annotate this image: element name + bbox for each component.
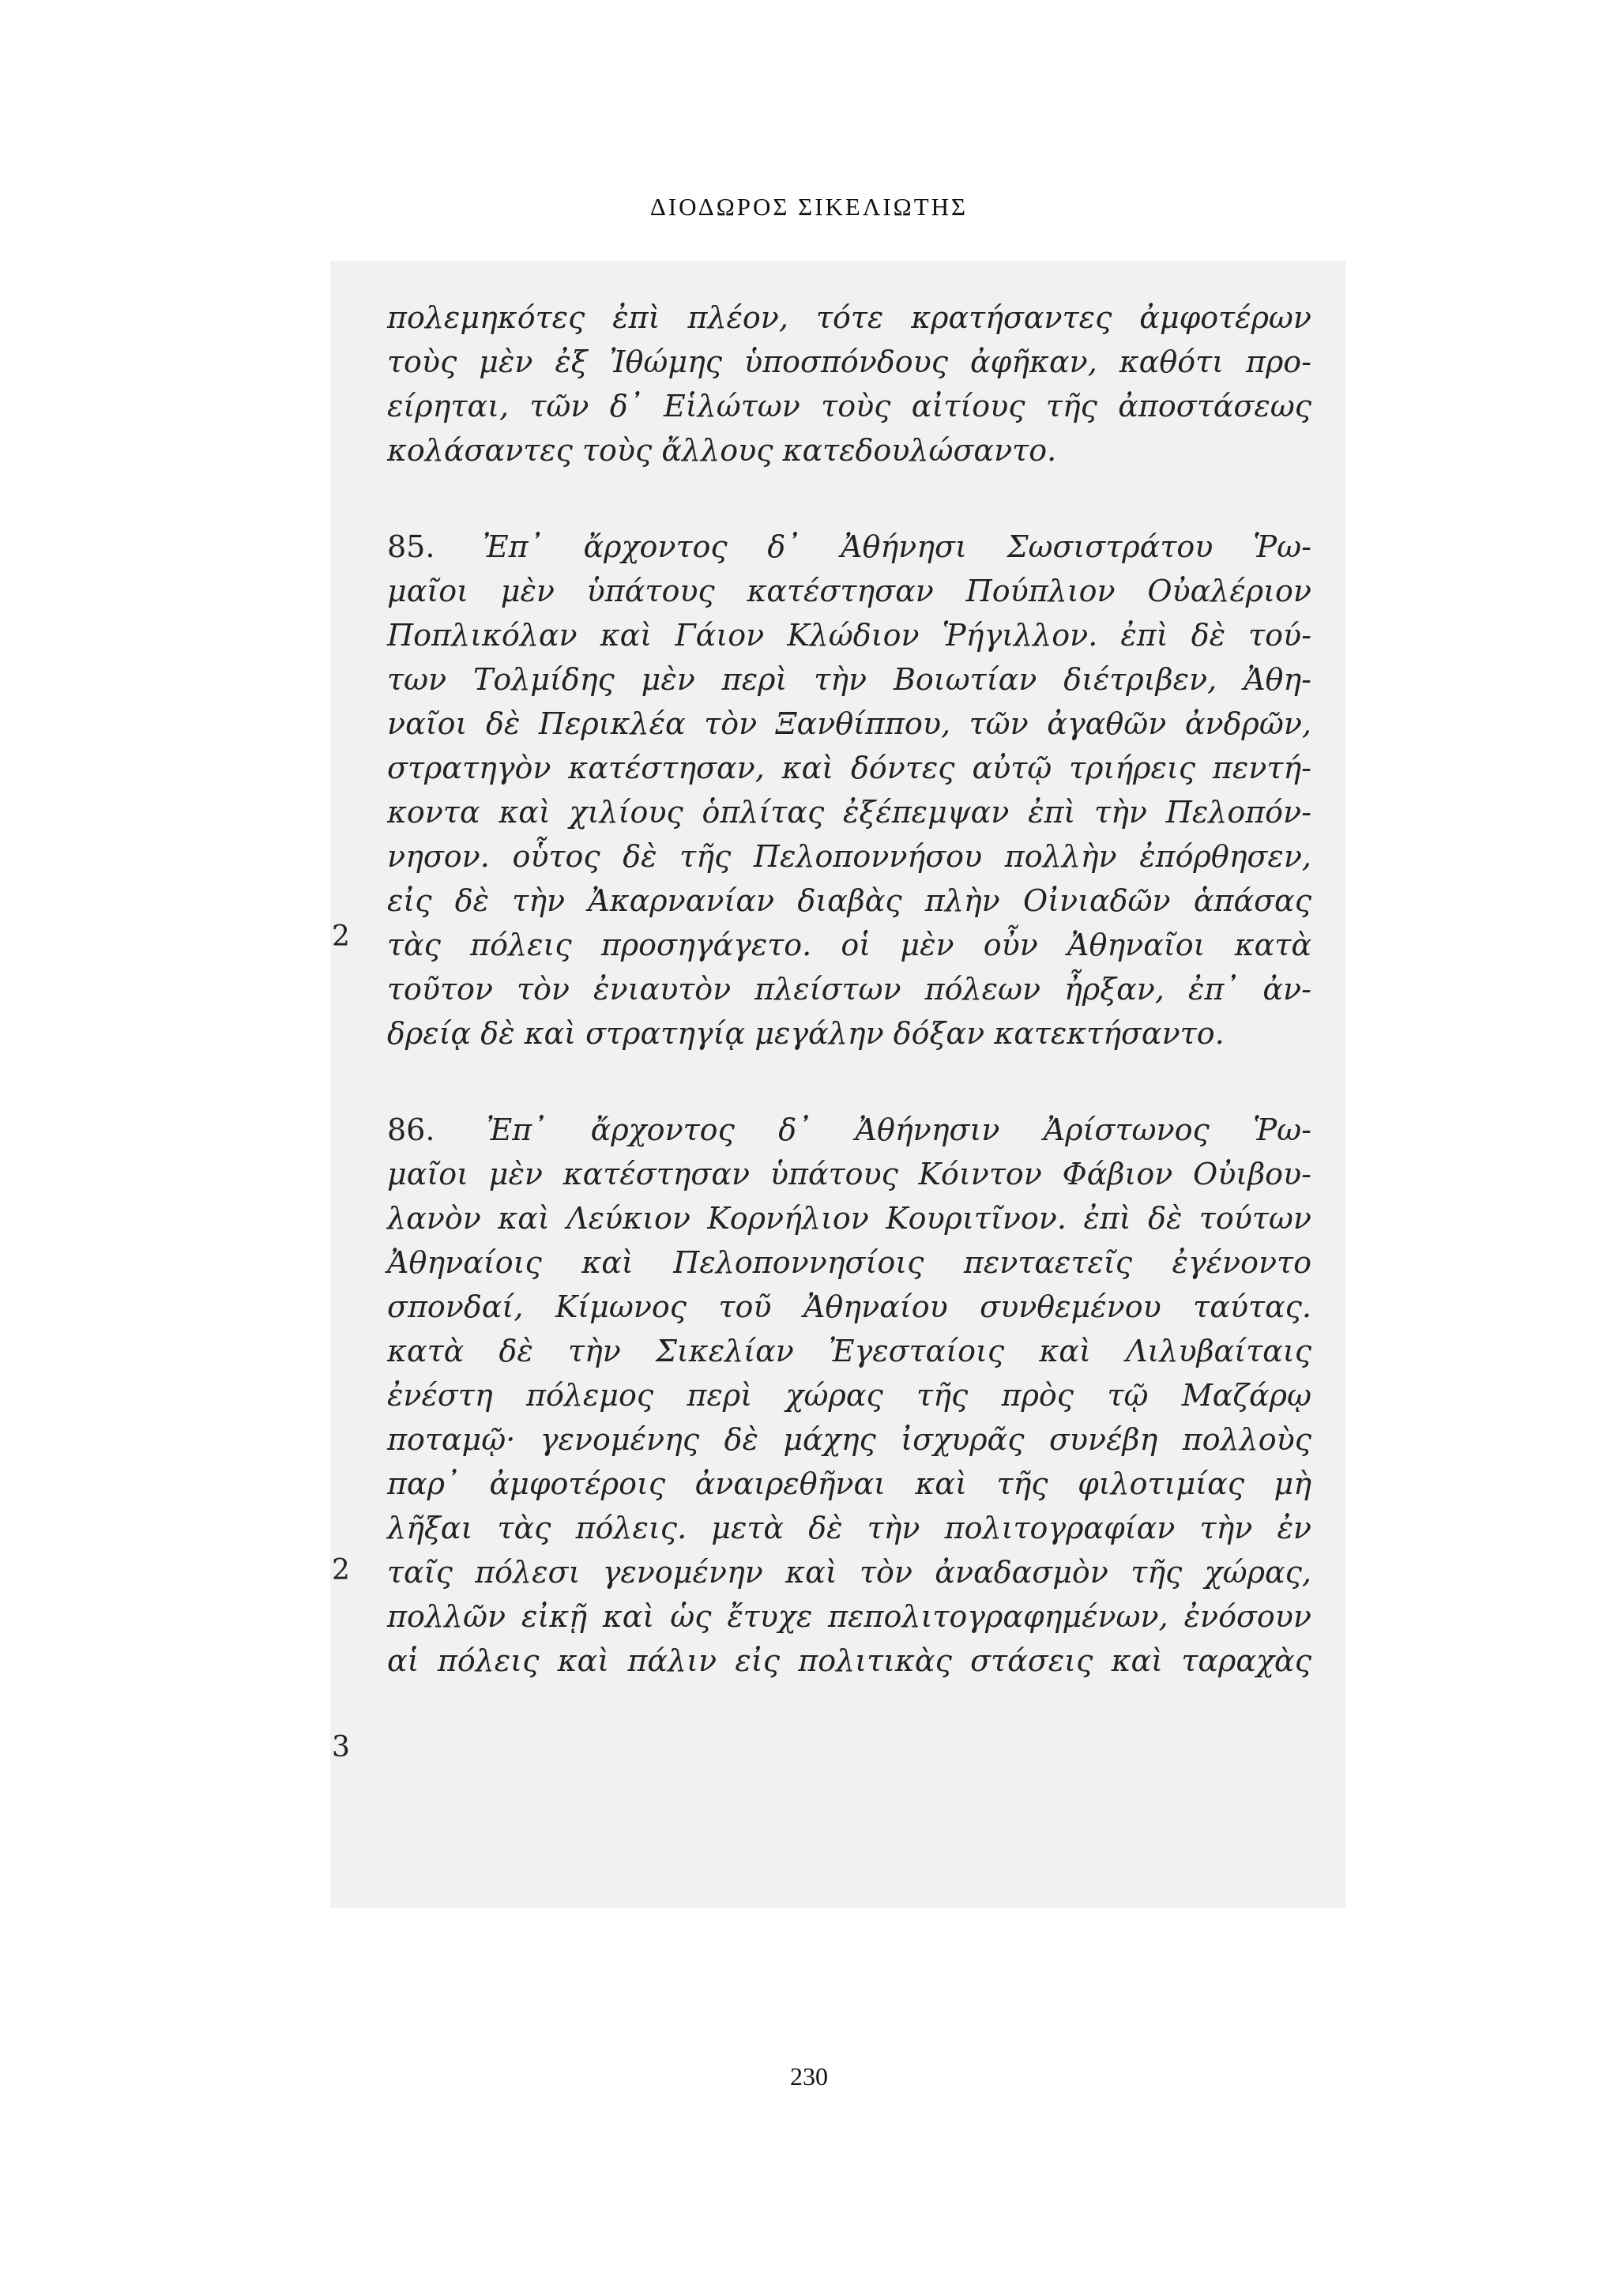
- text-line: τὰς πόλεις προσηγάγετο. οἱ μὲν οὖν Ἀθηναῖοι κατὰ: [387, 928, 1311, 962]
- text-line: νησον. οὗτος δὲ τῆς Πελοποννήσου πολλὴν ἐπόρθησεν,: [387, 839, 1311, 874]
- text-line: παρ᾽ ἀμφοτέροις ἀναιρεθῆναι καὶ τῆς φιλοτιμίας μὴ: [387, 1466, 1311, 1501]
- page-number: 230: [790, 2062, 828, 2091]
- text-line: μαῖοι μὲν κατέστησαν ὑπάτους Κόιντον Φάβιον Οὐιβου-: [387, 1157, 1311, 1191]
- text-line: εἰς δὲ τὴν Ἀκαρνανίαν διαβὰς πλὴν Οἰνιαδῶν ἁπάσας: [387, 883, 1311, 918]
- text-line: σπονδαί, Κίμωνος τοῦ Ἀθηναίου συνθεμένου ταύτας.: [387, 1289, 1311, 1324]
- text-line: τοῦτον τὸν ἐνιαυτὸν πλείστων πόλεων ἦρξαν, ἐπ᾽ ἀν-: [387, 972, 1311, 1007]
- text-line: αἱ πόλεις καὶ πάλιν εἰς πολιτικὰς στάσεις καὶ ταραχὰς: [387, 1643, 1311, 1678]
- chapter-number: 86.: [387, 1112, 435, 1147]
- text-line: Ἐπ᾽ ἄρχοντος δ᾽ Ἀθήνησιν Ἀρίστωνος Ῥω-: [486, 1112, 1311, 1147]
- text-line: πολεμηκότες ἐπὶ πλέον, τότε κρατήσαντες ἀμφοτέρων: [387, 300, 1311, 335]
- text-line: των Τολμίδης μὲν περὶ τὴν Βοιωτίαν διέτριβεν, Ἀθη-: [387, 662, 1311, 697]
- text-line: κοντα καὶ χιλίους ὁπλίτας ἐξέπεμψαν ἐπὶ τὴν Πελοπόν-: [387, 795, 1311, 830]
- text-line: ταῖς πόλεσι γενομένην καὶ τὸν ἀναδασμὸν τῆς χώρας,: [387, 1555, 1311, 1590]
- chapter-85-first-line: [387, 525, 1311, 569]
- text-line: Ἀθηναίοις καὶ Πελοποννησίοις πενταετεῖς ἐγένοντο: [387, 1245, 1311, 1280]
- text-line: δρείᾳ δὲ καὶ στρατηγίᾳ μεγάλην δόξαν κατεκτήσαντο.: [387, 1016, 1225, 1051]
- margin-section-number: 2: [332, 1554, 350, 1586]
- text-line: μαῖοι μὲν ὑπάτους κατέστησαν Πούπλιον Οὐαλέριον: [387, 574, 1311, 608]
- running-head: ΔΙΟΔΩΡΟΣ ΣΙΚΕΛΙΩΤΗΣ: [649, 193, 969, 220]
- text-line: Ἐπ᾽ ἄρχοντος δ᾽ Ἀθήνησι Σωσιστράτου Ῥω-: [483, 529, 1311, 564]
- text-line: είρηται, τῶν δ᾽ Εἱλώτων τοὺς αἰτίους τῆς ἀποστάσεως: [387, 389, 1311, 423]
- text-line: στρατηγὸν κατέστησαν, καὶ δόντες αὐτῷ τριήρεις πεντή-: [387, 751, 1311, 785]
- text-line: ἐνέστη πόλεμος περὶ χώρας τῆς πρὸς τῷ Μαζάρῳ: [387, 1378, 1311, 1413]
- text-line: ποταμῷ· γενομένης δὲ μάχης ἰσχυρᾶς συνέβη πολλοὺς: [387, 1422, 1311, 1457]
- text-line: κατὰ δὲ τὴν Σικελίαν Ἐγεσταίοις καὶ Λιλυβαίταις: [387, 1334, 1311, 1368]
- chapter-number: 85.: [387, 529, 435, 564]
- chapter-86-first-line: [387, 1108, 1311, 1152]
- text-line: ναῖοι δὲ Περικλέα τὸν Ξανθίππου, τῶν ἀγαθῶν ἀνδρῶν,: [387, 706, 1311, 741]
- margin-section-number: 3: [332, 1731, 350, 1763]
- text-line: λῆξαι τὰς πόλεις. μετὰ δὲ τὴν πολιτογραφίαν τὴν ἐν: [387, 1511, 1311, 1545]
- text-line: λανὸν καὶ Λεύκιον Κορνήλιον Κουριτῖνον. ἐπὶ δὲ τούτων: [387, 1201, 1311, 1236]
- margin-section-number: 2: [332, 920, 350, 953]
- text-line: κολάσαντες τοὺς ἄλλους κατεδουλώσαντο.: [387, 433, 1057, 468]
- body-text: [387, 295, 1311, 1683]
- text-line: Ποπλικόλαν καὶ Γάιον Κλώδιον Ῥήγιλλον. ἐπὶ δὲ τού-: [387, 618, 1311, 653]
- text-line: τοὺς μὲν ἐξ Ἰθώμης ὑποσπόνδους ἀφῆκαν, καθότι προ-: [387, 344, 1311, 379]
- text-line: πολλῶν εἰκῇ καὶ ὡς ἔτυχε πεπολιτογραφημένων, ἐνόσουν: [387, 1599, 1311, 1634]
